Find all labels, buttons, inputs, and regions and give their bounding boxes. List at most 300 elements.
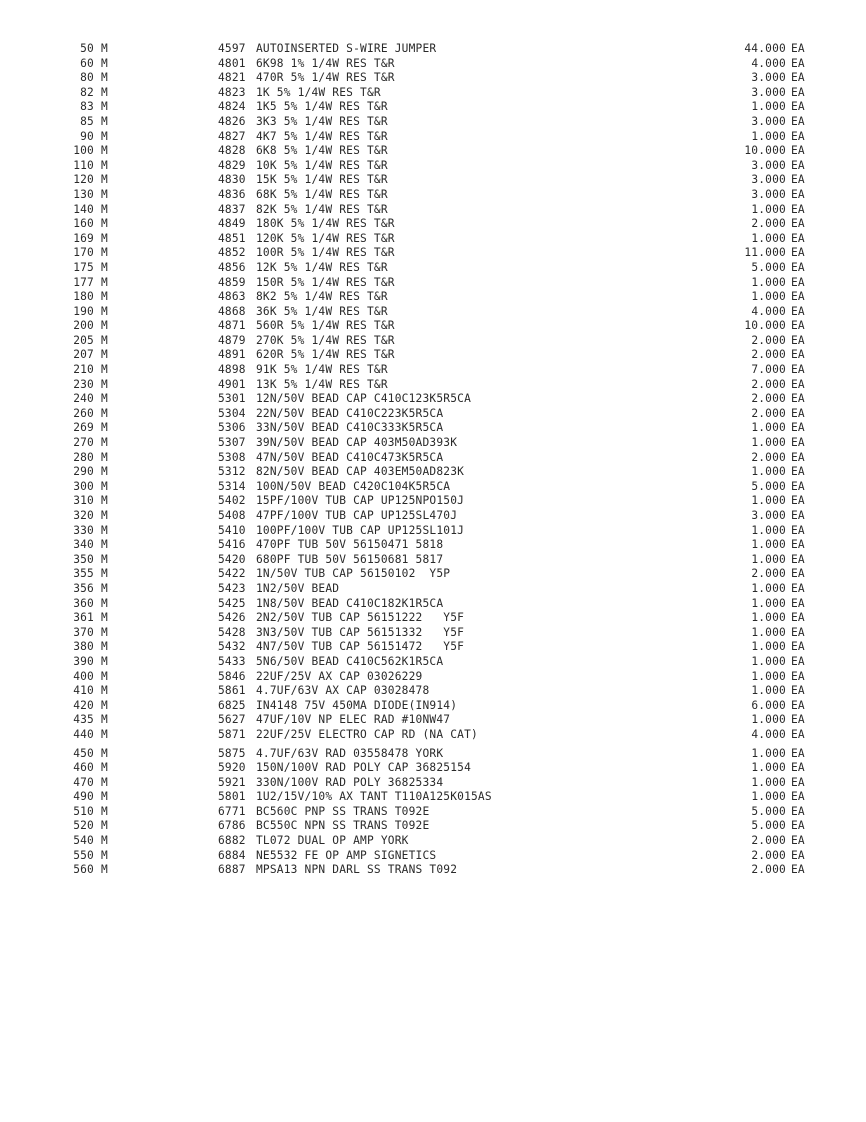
quantity: 5.000 — [751, 479, 786, 493]
part-number: 6825 — [218, 698, 246, 712]
part-number: 5410 — [218, 523, 246, 537]
part-number: 6884 — [218, 848, 246, 862]
quantity: 1.000 — [751, 100, 786, 114]
item-type: M — [101, 625, 108, 639]
unit-of-measure: EA — [791, 246, 805, 260]
item-type: M — [101, 848, 108, 862]
part-description: 1K5 5% 1/4W RES T&R — [256, 100, 388, 114]
unit-of-measure: EA — [791, 538, 805, 552]
table-row — [0, 509, 866, 524]
quantity: 1.000 — [751, 654, 786, 668]
part-description: 2N2/50V TUB CAP 56151222 Y5F — [256, 611, 465, 625]
table-row — [0, 670, 866, 685]
part-description: TL072 DUAL OP AMP YORK — [256, 834, 409, 848]
table-row — [0, 761, 866, 776]
quantity: 3.000 — [751, 158, 786, 172]
item-number: 85 — [80, 114, 94, 128]
part-description: 120K 5% 1/4W RES T&R — [256, 231, 395, 245]
item-type: M — [101, 421, 108, 435]
quantity: 1.000 — [751, 596, 786, 610]
unit-of-measure: EA — [791, 42, 805, 55]
unit-of-measure: EA — [791, 581, 805, 595]
part-number: 5426 — [218, 611, 246, 625]
part-description: 1N2/50V BEAD — [256, 581, 340, 595]
item-type: M — [101, 290, 108, 304]
part-number: 4898 — [218, 363, 246, 377]
part-description: 33N/50V BEAD C410C333K5R5CA — [256, 421, 444, 435]
quantity: 44.000 — [744, 42, 786, 55]
item-type: M — [101, 187, 108, 201]
item-number: 550 — [73, 848, 94, 862]
item-type: M — [101, 596, 108, 610]
item-number: 380 — [73, 640, 94, 654]
unit-of-measure: EA — [791, 377, 805, 391]
item-type: M — [101, 465, 108, 479]
part-number: 4859 — [218, 275, 246, 289]
part-description: 150R 5% 1/4W RES T&R — [256, 275, 395, 289]
table-row — [0, 640, 866, 655]
item-number: 207 — [73, 348, 94, 362]
part-description: 15K 5% 1/4W RES T&R — [256, 173, 388, 187]
item-type: M — [101, 202, 108, 216]
part-description: AUTOINSERTED S-WIRE JUMPER — [256, 42, 437, 55]
item-number: 120 — [73, 173, 94, 187]
quantity: 1.000 — [751, 523, 786, 537]
item-number: 450 — [73, 746, 94, 760]
quantity: 10.000 — [744, 144, 786, 158]
item-number: 310 — [73, 494, 94, 508]
table-row — [0, 159, 866, 174]
item-type: M — [101, 523, 108, 537]
part-description: 470R 5% 1/4W RES T&R — [256, 71, 395, 85]
quantity: 1.000 — [751, 129, 786, 143]
unit-of-measure: EA — [791, 333, 805, 347]
part-number: 4827 — [218, 129, 246, 143]
part-number: 4837 — [218, 202, 246, 216]
item-number: 420 — [73, 698, 94, 712]
part-number: 4830 — [218, 173, 246, 187]
item-type: M — [101, 129, 108, 143]
item-type: M — [101, 746, 108, 760]
item-type: M — [101, 348, 108, 362]
unit-of-measure: EA — [791, 436, 805, 450]
part-description: 12K 5% 1/4W RES T&R — [256, 260, 388, 274]
unit-of-measure: EA — [791, 567, 805, 581]
item-type: M — [101, 567, 108, 581]
part-description: 470PF TUB 50V 56150471 5818 — [256, 538, 444, 552]
item-type: M — [101, 246, 108, 260]
part-description: 82N/50V BEAD CAP 403EM50AD823K — [256, 465, 465, 479]
unit-of-measure: EA — [791, 746, 805, 760]
quantity: 3.000 — [751, 173, 786, 187]
part-number: 5627 — [218, 713, 246, 727]
item-type: M — [101, 56, 108, 70]
item-number: 110 — [73, 158, 94, 172]
quantity: 1.000 — [751, 231, 786, 245]
quantity: 2.000 — [751, 863, 786, 877]
part-number: 5920 — [218, 761, 246, 775]
table-row — [0, 261, 866, 276]
table-row — [0, 421, 866, 436]
item-type: M — [101, 552, 108, 566]
item-type: M — [101, 377, 108, 391]
item-number: 140 — [73, 202, 94, 216]
item-number: 200 — [73, 319, 94, 333]
part-number: 4826 — [218, 114, 246, 128]
table-row — [0, 130, 866, 145]
part-number: 4851 — [218, 231, 246, 245]
item-type: M — [101, 406, 108, 420]
table-row — [0, 747, 866, 762]
unit-of-measure: EA — [791, 304, 805, 318]
item-type: M — [101, 790, 108, 804]
part-description: 6K98 1% 1/4W RES T&R — [256, 56, 395, 70]
quantity: 2.000 — [751, 834, 786, 848]
unit-of-measure: EA — [791, 348, 805, 362]
item-type: M — [101, 85, 108, 99]
quantity: 11.000 — [744, 246, 786, 260]
quantity: 2.000 — [751, 406, 786, 420]
item-number: 355 — [73, 567, 94, 581]
quantity: 1.000 — [751, 538, 786, 552]
quantity: 3.000 — [751, 85, 786, 99]
item-number: 230 — [73, 377, 94, 391]
item-type: M — [101, 640, 108, 654]
table-row — [0, 728, 866, 743]
quantity: 3.000 — [751, 71, 786, 85]
part-description: 5N6/50V BEAD C410C562K1R5CA — [256, 654, 444, 668]
item-type: M — [101, 71, 108, 85]
item-number: 560 — [73, 863, 94, 877]
part-description: 82K 5% 1/4W RES T&R — [256, 202, 388, 216]
table-row — [0, 334, 866, 349]
table-row — [0, 611, 866, 626]
table-row — [0, 597, 866, 612]
part-number: 4879 — [218, 333, 246, 347]
item-number: 180 — [73, 290, 94, 304]
item-number: 435 — [73, 713, 94, 727]
unit-of-measure: EA — [791, 698, 805, 712]
part-number: 5308 — [218, 450, 246, 464]
item-type: M — [101, 42, 108, 55]
unit-of-measure: EA — [791, 202, 805, 216]
item-number: 169 — [73, 231, 94, 245]
quantity: 1.000 — [751, 552, 786, 566]
quantity: 1.000 — [751, 465, 786, 479]
part-number: 5425 — [218, 596, 246, 610]
unit-of-measure: EA — [791, 392, 805, 406]
item-number: 320 — [73, 509, 94, 522]
table-row — [0, 57, 866, 72]
part-number: 6887 — [218, 863, 246, 877]
unit-of-measure: EA — [791, 834, 805, 848]
quantity: 7.000 — [751, 363, 786, 377]
quantity: 2.000 — [751, 450, 786, 464]
quantity: 2.000 — [751, 377, 786, 391]
table-row — [0, 819, 866, 834]
table-row — [0, 776, 866, 791]
quantity: 1.000 — [751, 290, 786, 304]
item-type: M — [101, 538, 108, 552]
quantity: 4.000 — [751, 727, 786, 741]
unit-of-measure: EA — [791, 596, 805, 610]
unit-of-measure: EA — [791, 669, 805, 683]
item-type: M — [101, 100, 108, 114]
item-number: 160 — [73, 217, 94, 231]
part-number: 4868 — [218, 304, 246, 318]
table-row — [0, 319, 866, 334]
part-number: 5875 — [218, 746, 246, 760]
item-type: M — [101, 144, 108, 158]
item-number: 210 — [73, 363, 94, 377]
item-type: M — [101, 509, 108, 522]
unit-of-measure: EA — [791, 761, 805, 775]
part-description: 47UF/10V NP ELEC RAD #10NW47 — [256, 713, 451, 727]
part-number: 5921 — [218, 775, 246, 789]
unit-of-measure: EA — [791, 56, 805, 70]
part-description: 22UF/25V AX CAP 03026229 — [256, 669, 423, 683]
part-description: IN4148 75V 450MA DIODE(IN914) — [256, 698, 458, 712]
item-type: M — [101, 727, 108, 741]
part-description: 47PF/100V TUB CAP UP125SL470J — [256, 509, 458, 522]
part-description: 91K 5% 1/4W RES T&R — [256, 363, 388, 377]
unit-of-measure: EA — [791, 775, 805, 789]
part-description: 330N/100V RAD POLY 36825334 — [256, 775, 444, 789]
item-type: M — [101, 761, 108, 775]
part-number: 5432 — [218, 640, 246, 654]
item-type: M — [101, 863, 108, 877]
table-row — [0, 849, 866, 864]
unit-of-measure: EA — [791, 173, 805, 187]
unit-of-measure: EA — [791, 144, 805, 158]
unit-of-measure: EA — [791, 684, 805, 698]
quantity: 1.000 — [751, 669, 786, 683]
item-number: 80 — [80, 71, 94, 85]
item-type: M — [101, 698, 108, 712]
item-number: 177 — [73, 275, 94, 289]
unit-of-measure: EA — [791, 611, 805, 625]
unit-of-measure: EA — [791, 465, 805, 479]
item-number: 490 — [73, 790, 94, 804]
item-type: M — [101, 275, 108, 289]
part-description: 10K 5% 1/4W RES T&R — [256, 158, 388, 172]
part-number: 5304 — [218, 406, 246, 420]
item-number: 370 — [73, 625, 94, 639]
item-type: M — [101, 304, 108, 318]
quantity: 2.000 — [751, 348, 786, 362]
quantity: 2.000 — [751, 333, 786, 347]
item-type: M — [101, 669, 108, 683]
quantity: 1.000 — [751, 775, 786, 789]
part-number: 5861 — [218, 684, 246, 698]
item-number: 205 — [73, 333, 94, 347]
table-row — [0, 290, 866, 305]
part-number: 5314 — [218, 479, 246, 493]
part-description: 100R 5% 1/4W RES T&R — [256, 246, 395, 260]
quantity: 3.000 — [751, 187, 786, 201]
part-description: 22UF/25V ELECTRO CAP RD (NA CAT) — [256, 727, 478, 741]
item-number: 280 — [73, 450, 94, 464]
unit-of-measure: EA — [791, 804, 805, 818]
quantity: 6.000 — [751, 698, 786, 712]
part-description: 270K 5% 1/4W RES T&R — [256, 333, 395, 347]
part-number: 5307 — [218, 436, 246, 450]
item-number: 100 — [73, 144, 94, 158]
unit-of-measure: EA — [791, 790, 805, 804]
part-number: 4891 — [218, 348, 246, 362]
part-number: 5312 — [218, 465, 246, 479]
quantity: 1.000 — [751, 421, 786, 435]
part-number: 5420 — [218, 552, 246, 566]
table-row — [0, 173, 866, 188]
table-row — [0, 790, 866, 805]
part-description: 22N/50V BEAD C410C223K5R5CA — [256, 406, 444, 420]
quantity: 1.000 — [751, 790, 786, 804]
part-description: 1K 5% 1/4W RES T&R — [256, 85, 381, 99]
item-type: M — [101, 158, 108, 172]
part-number: 4821 — [218, 71, 246, 85]
item-type: M — [101, 217, 108, 231]
item-type: M — [101, 581, 108, 595]
unit-of-measure: EA — [791, 114, 805, 128]
unit-of-measure: EA — [791, 494, 805, 508]
item-number: 470 — [73, 775, 94, 789]
unit-of-measure: EA — [791, 129, 805, 143]
item-type: M — [101, 819, 108, 833]
item-number: 520 — [73, 819, 94, 833]
item-type: M — [101, 319, 108, 333]
part-number: 5801 — [218, 790, 246, 804]
quantity: 1.000 — [751, 494, 786, 508]
part-number: 5428 — [218, 625, 246, 639]
item-type: M — [101, 260, 108, 274]
unit-of-measure: EA — [791, 319, 805, 333]
item-type: M — [101, 450, 108, 464]
table-row — [0, 684, 866, 699]
item-number: 540 — [73, 834, 94, 848]
unit-of-measure: EA — [791, 625, 805, 639]
table-row — [0, 713, 866, 728]
table-row — [0, 538, 866, 553]
quantity: 1.000 — [751, 275, 786, 289]
table-row — [0, 451, 866, 466]
item-number: 82 — [80, 85, 94, 99]
unit-of-measure: EA — [791, 260, 805, 274]
unit-of-measure: EA — [791, 187, 805, 201]
part-number: 5306 — [218, 421, 246, 435]
unit-of-measure: EA — [791, 231, 805, 245]
item-number: 50 — [80, 42, 94, 55]
unit-of-measure: EA — [791, 421, 805, 435]
unit-of-measure: EA — [791, 275, 805, 289]
item-number: 440 — [73, 727, 94, 741]
unit-of-measure: EA — [791, 848, 805, 862]
item-type: M — [101, 436, 108, 450]
quantity: 3.000 — [751, 114, 786, 128]
part-description: 12N/50V BEAD CAP C410C123K5R5CA — [256, 392, 471, 406]
item-type: M — [101, 713, 108, 727]
table-row — [0, 567, 866, 582]
table-row — [0, 480, 866, 495]
item-type: M — [101, 834, 108, 848]
part-description: 100N/50V BEAD C420C104K5R5CA — [256, 479, 451, 493]
item-type: M — [101, 684, 108, 698]
item-number: 410 — [73, 684, 94, 698]
item-type: M — [101, 231, 108, 245]
item-number: 83 — [80, 100, 94, 114]
part-description: 13K 5% 1/4W RES T&R — [256, 377, 388, 391]
part-number: 4824 — [218, 100, 246, 114]
table-row — [0, 655, 866, 670]
unit-of-measure: EA — [791, 158, 805, 172]
table-row — [0, 805, 866, 820]
part-number: 5416 — [218, 538, 246, 552]
part-number: 5301 — [218, 392, 246, 406]
table-row — [0, 232, 866, 247]
table-row — [0, 494, 866, 509]
part-description: 620R 5% 1/4W RES T&R — [256, 348, 395, 362]
quantity: 1.000 — [751, 581, 786, 595]
quantity: 1.000 — [751, 640, 786, 654]
item-number: 350 — [73, 552, 94, 566]
part-description: BC560C PNP SS TRANS T092E — [256, 804, 430, 818]
quantity: 3.000 — [751, 509, 786, 522]
item-number: 290 — [73, 465, 94, 479]
item-type: M — [101, 333, 108, 347]
item-number: 170 — [73, 246, 94, 260]
part-description: MPSA13 NPN DARL SS TRANS T092 — [256, 863, 458, 877]
unit-of-measure: EA — [791, 217, 805, 231]
item-number: 330 — [73, 523, 94, 537]
item-number: 360 — [73, 596, 94, 610]
part-description: 47N/50V BEAD C410C473K5R5CA — [256, 450, 444, 464]
part-description: 3N3/50V TUB CAP 56151332 Y5F — [256, 625, 465, 639]
table-row — [0, 305, 866, 320]
quantity: 1.000 — [751, 436, 786, 450]
part-number: 6786 — [218, 819, 246, 833]
table-row — [0, 392, 866, 407]
quantity: 5.000 — [751, 260, 786, 274]
table-row — [0, 115, 866, 130]
item-type: M — [101, 804, 108, 818]
part-number: 4801 — [218, 56, 246, 70]
quantity: 1.000 — [751, 713, 786, 727]
part-description: 3K3 5% 1/4W RES T&R — [256, 114, 388, 128]
table-row — [0, 86, 866, 101]
part-description: 4K7 5% 1/4W RES T&R — [256, 129, 388, 143]
unit-of-measure: EA — [791, 509, 805, 522]
table-row — [0, 203, 866, 218]
part-description: 36K 5% 1/4W RES T&R — [256, 304, 388, 318]
part-description: 100PF/100V TUB CAP UP125SL101J — [256, 523, 465, 537]
table-row — [0, 378, 866, 393]
quantity: 1.000 — [751, 684, 786, 698]
unit-of-measure: EA — [791, 71, 805, 85]
part-description: 560R 5% 1/4W RES T&R — [256, 319, 395, 333]
part-number: 4823 — [218, 85, 246, 99]
table-row — [0, 553, 866, 568]
unit-of-measure: EA — [791, 406, 805, 420]
item-number: 60 — [80, 56, 94, 70]
part-description: 68K 5% 1/4W RES T&R — [256, 187, 388, 201]
quantity: 10.000 — [744, 319, 786, 333]
item-number: 356 — [73, 581, 94, 595]
table-row — [0, 465, 866, 480]
item-number: 270 — [73, 436, 94, 450]
table-row — [0, 188, 866, 203]
part-number: 5871 — [218, 727, 246, 741]
item-type: M — [101, 173, 108, 187]
